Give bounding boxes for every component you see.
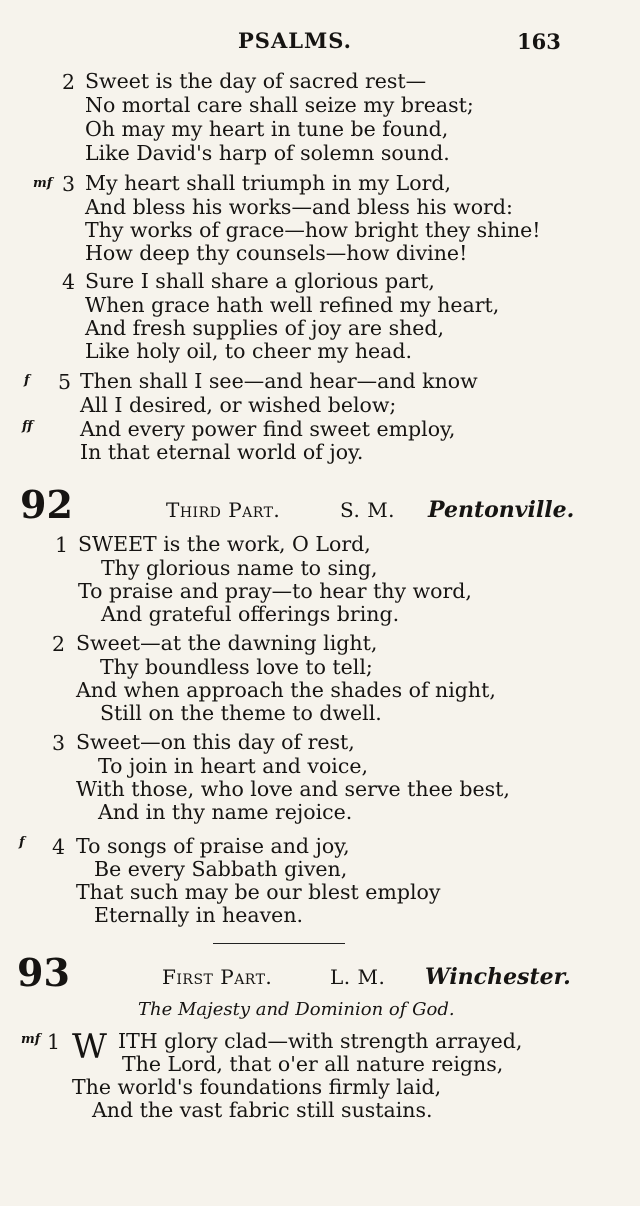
verse-line: And the vast fabric still sustains. — [92, 1098, 433, 1122]
verse-line: And every power find sweet employ, — [80, 417, 456, 441]
verse-line: Sure I shall share a glorious part, — [85, 269, 435, 293]
verse-line: The Lord, that o'er all nature reigns, — [122, 1052, 504, 1076]
dynamic-marking: mf — [33, 176, 53, 191]
verse-line: Still on the theme to dwell. — [100, 701, 382, 725]
verse-number: 4 — [62, 270, 76, 294]
verse-line: And fresh supplies of joy are shed, — [85, 316, 445, 340]
verse-line: Like David's harp of solemn sound. — [85, 141, 450, 165]
verse-line: And grateful offerings bring. — [101, 602, 400, 626]
dynamic-marking: f — [19, 835, 25, 850]
verse-line: Like holy oil, to cheer my head. — [85, 339, 413, 363]
page-number: 163 — [517, 29, 561, 54]
verse-line: Sweet—on this day of rest, — [76, 730, 355, 754]
verse-line: Then shall I see—and hear—and know — [80, 369, 478, 393]
section-divider — [213, 943, 345, 944]
dynamic-marking: f — [24, 373, 30, 388]
verse-line: When grace hath well refined my heart, — [85, 293, 500, 317]
verse-line: Sweet—at the dawning light, — [76, 631, 378, 655]
verse-line: How deep thy counsels—how divine! — [85, 241, 468, 265]
verse-line: And bless his works—and bless his word: — [85, 195, 513, 219]
verse-line: My heart shall triumph in my Lord, — [85, 171, 452, 195]
hymn-number: 93 — [17, 950, 70, 995]
verse-number: 1 — [47, 1030, 61, 1054]
verse-number: 2 — [62, 70, 76, 94]
verse-line: That such may be our blest employ — [76, 880, 441, 904]
verse-number: 4 — [52, 835, 66, 859]
tune-name: Winchester. — [425, 964, 571, 990]
verse-number: 3 — [62, 172, 76, 196]
dynamic-marking: mf — [21, 1032, 41, 1047]
verse-number: 1 — [55, 533, 69, 557]
verse-line: And when approach the shades of night, — [76, 678, 496, 702]
verse-line: Thy glorious name to sing, — [101, 556, 378, 580]
verse-line: To join in heart and voice, — [98, 754, 368, 778]
tune-name: Pentonville. — [428, 497, 575, 523]
hymn-part: Third Part. — [166, 498, 281, 522]
verse-line: To songs of praise and joy, — [76, 834, 350, 858]
verse-line: All I desired, or wished below; — [80, 393, 397, 417]
hymn-meter: S. M. — [340, 498, 396, 522]
verse-line: No mortal care shall seize my breast; — [85, 93, 474, 117]
verse-line: Oh may my heart in tune be found, — [85, 117, 449, 141]
verse-line: SWEET is the work, O Lord, — [78, 532, 371, 556]
verse-line: Be every Sabbath given, — [94, 857, 348, 881]
verse-line: Sweet is the day of sacred rest— — [85, 69, 427, 93]
verse-line: The world's foundations firmly laid, — [72, 1075, 442, 1099]
verse-number: 5 — [58, 370, 72, 394]
verse-line: And in thy name rejoice. — [98, 800, 353, 824]
verse-line: To praise and pray—to hear thy word, — [78, 579, 472, 603]
verse-number: 2 — [52, 632, 66, 656]
hymn-number: 92 — [20, 482, 73, 527]
verse-line: In that eternal world of joy. — [80, 440, 364, 464]
dynamic-marking: ff — [22, 419, 33, 434]
verse-number: 3 — [52, 731, 66, 755]
verse-line: Eternally in heaven. — [94, 903, 304, 927]
verse-line: With those, who love and serve thee best, — [76, 777, 510, 801]
drop-cap: W — [72, 1027, 107, 1067]
running-header-title: PSALMS. — [238, 28, 352, 53]
hymn-meter: L. M. — [330, 965, 386, 989]
verse-line: ITH glory clad—with strength arrayed, — [118, 1029, 523, 1053]
verse-line: Thy works of grace—how bright they shine! — [85, 218, 541, 242]
hymn-part: First Part. — [162, 965, 273, 989]
hymn-subtitle: The Majesty and Dominion of God. — [138, 999, 455, 1020]
verse-line: Thy boundless love to tell; — [100, 655, 373, 679]
